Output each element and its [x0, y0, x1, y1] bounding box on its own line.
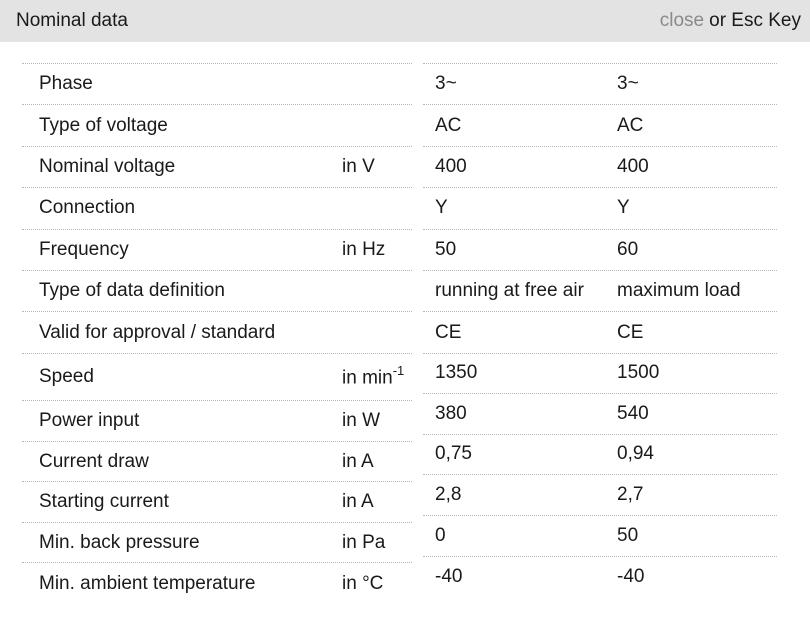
row-unit: in W	[342, 410, 380, 432]
value-col-2: 1500	[617, 362, 660, 384]
value-col-1: 0	[435, 525, 446, 547]
value-col-2: -40	[617, 566, 645, 588]
table-row	[22, 563, 412, 604]
table-row	[22, 482, 412, 523]
table-row	[22, 354, 412, 402]
value-col-1: 400	[435, 155, 467, 177]
dialog-title: Nominal data	[16, 10, 128, 31]
row-label: Phase	[39, 73, 93, 95]
row-unit: in V	[342, 155, 375, 177]
table-row	[423, 394, 777, 435]
table-row	[423, 271, 777, 312]
value-col-1: Y	[435, 197, 448, 219]
table-row	[423, 64, 777, 105]
row-label: Nominal voltage	[39, 155, 176, 177]
value-col-2: 50	[617, 525, 639, 547]
row-label: Power input	[39, 410, 140, 432]
close-area	[660, 10, 801, 32]
value-col-2: 540	[617, 402, 649, 424]
row-label: Starting current	[39, 491, 169, 513]
value-col-1: 0,75	[435, 443, 472, 465]
table-row	[423, 435, 777, 476]
value-col-1: 1350	[435, 362, 478, 384]
value-col-1: running at free air	[435, 280, 584, 302]
unit-text: in min	[342, 367, 393, 389]
row-unit: in Pa	[342, 531, 386, 553]
value-col-2: 2,7	[617, 484, 644, 506]
row-unit: in Hz	[342, 238, 386, 260]
table-row	[423, 354, 777, 394]
value-col-1: 50	[435, 238, 457, 260]
table-row	[423, 147, 777, 188]
close-button[interactable]: close	[659, 10, 705, 31]
table-row	[22, 105, 412, 146]
value-col-2: 3~	[617, 73, 639, 95]
esc-key-hint: or Esc Key	[709, 10, 801, 31]
table-row	[423, 312, 777, 353]
value-col-2: maximum load	[617, 280, 741, 302]
value-col-1: -40	[435, 566, 463, 588]
row-label: Min. back pressure	[39, 531, 200, 553]
unit-superscript: -1	[392, 363, 405, 379]
table-row	[22, 147, 412, 188]
value-col-2: 60	[617, 238, 639, 260]
value-col-1: 380	[435, 402, 467, 424]
row-label: Type of voltage	[39, 114, 168, 136]
table-row	[22, 230, 412, 271]
nominal-data-table-labels	[22, 63, 412, 604]
table-row	[423, 105, 777, 146]
value-col-2: 0,94	[617, 443, 654, 465]
row-label: Min. ambient temperature	[39, 572, 256, 594]
value-col-1: CE	[435, 321, 462, 343]
value-col-2: CE	[617, 321, 644, 343]
row-unit: in °C	[342, 572, 384, 594]
table-row	[22, 523, 412, 564]
value-col-1: 2,8	[435, 484, 462, 506]
row-unit	[342, 364, 412, 389]
value-col-1: AC	[435, 114, 462, 136]
value-col-2: Y	[617, 197, 630, 219]
row-unit: in A	[342, 491, 374, 513]
table-row	[423, 557, 777, 598]
value-col-2: 400	[617, 155, 649, 177]
row-label: Valid for approval / standard	[39, 321, 276, 343]
table-row	[22, 442, 412, 483]
row-label: Current draw	[39, 450, 149, 472]
table-row	[423, 475, 777, 516]
table-row	[22, 401, 412, 442]
nominal-data-table-values	[423, 63, 777, 598]
value-col-1: 3~	[435, 73, 457, 95]
table-row	[22, 64, 412, 105]
row-label: Connection	[39, 197, 136, 219]
table-row	[423, 188, 777, 229]
row-label: Type of data definition	[39, 280, 225, 302]
table-row	[423, 230, 777, 271]
table-row	[22, 188, 412, 229]
table-row	[22, 271, 412, 312]
value-col-2: AC	[617, 114, 644, 136]
dialog-header	[0, 0, 810, 42]
row-label: Frequency	[39, 238, 129, 260]
table-row	[423, 516, 777, 557]
table-row	[22, 312, 412, 353]
row-label: Speed	[39, 366, 94, 388]
row-unit: in A	[342, 450, 374, 472]
